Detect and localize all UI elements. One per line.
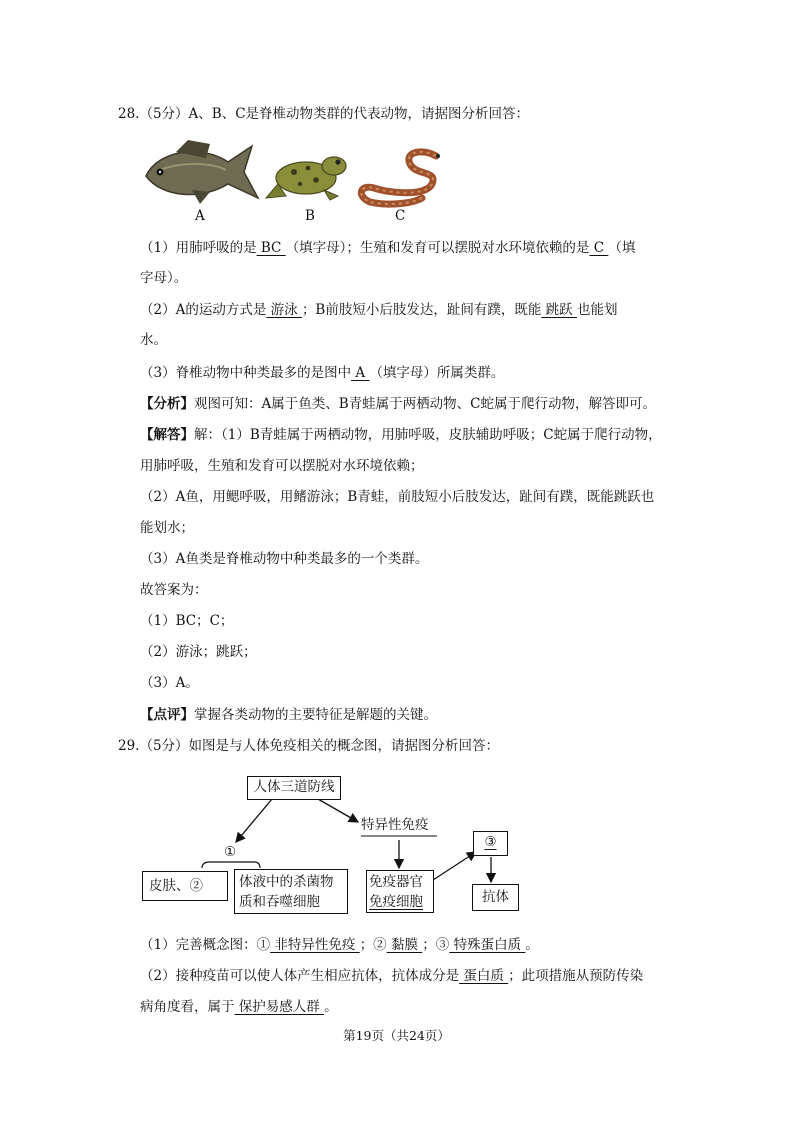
diagram-root-label: 人体三道防线 bbox=[253, 779, 335, 795]
analysis-tag: 【分析】 bbox=[140, 396, 194, 412]
comment-tag: 【点评】 bbox=[140, 707, 194, 723]
q29-q2-end: 。 bbox=[324, 999, 338, 1015]
q28-q3-answer: A bbox=[351, 365, 370, 381]
q28-q1-answer1: BC bbox=[256, 240, 286, 256]
diagram-circle3-box bbox=[473, 831, 508, 856]
q28-q1-answer2: C bbox=[589, 240, 609, 256]
q29-q1-text: （1）完善概念图：① bbox=[140, 937, 271, 953]
diagram-circle3-label: ③ bbox=[484, 834, 497, 850]
diagram-skin-label: 皮肤、② bbox=[149, 878, 203, 894]
q28-q2-post: 也能划 bbox=[576, 302, 618, 318]
diagram-specific-label: 特异性免疫 bbox=[361, 817, 429, 833]
q29-q1-answer1: 非特异性免疫 bbox=[270, 937, 360, 953]
q28-q2-answer2: 跳跃 bbox=[541, 302, 577, 318]
diagram-body-fluid-box bbox=[234, 869, 348, 914]
solution-text-1b: 用肺呼吸，生殖和发育可以摆脱对水环境依赖； bbox=[140, 458, 424, 474]
q28-q1-mid: （填字母）；生殖和发育可以摆脱对水环境依赖的是 bbox=[285, 240, 590, 256]
diagram-body-fluid-line2: 质和吞噬细胞 bbox=[239, 894, 320, 910]
answer-intro: 故答案为： bbox=[140, 582, 208, 598]
q28-q2-cont: 水。 bbox=[140, 332, 167, 348]
analysis-text: 观图可知：A属于鱼类、B青蛙属于两栖动物、C蛇属于爬行动物，解答即可。 bbox=[194, 396, 656, 412]
q29-q2-text: （2）接种疫苗可以使人体产生相应抗体，抗体成分是 bbox=[140, 968, 460, 984]
q29-subq2 bbox=[140, 966, 643, 986]
q29-q1-answer3: 特殊蛋白质 bbox=[449, 937, 526, 953]
q28-q2-answer1: 游泳 bbox=[266, 302, 302, 318]
solution-text-2: （2）A鱼，用鳃呼吸，用鳍游泳；B青蛙，前肢短小后肢发达，趾间有蹼，既能跳跃也 bbox=[140, 489, 655, 505]
answer-2: （2）游泳；跳跃； bbox=[140, 644, 257, 660]
diagram-organ-line2: 免疫细胞 bbox=[369, 894, 423, 910]
solution-tag: 【解答】 bbox=[140, 427, 194, 443]
diagram-body-fluid-line1: 体液中的杀菌物 bbox=[239, 874, 334, 890]
q29-q1-sep1: ；② bbox=[359, 937, 387, 953]
q28-q1-text: （1）用肺呼吸的是 bbox=[140, 240, 257, 256]
comment-text: 掌握各类动物的主要特征是解题的关键。 bbox=[194, 707, 437, 723]
label-a: A bbox=[195, 208, 205, 224]
q29-q2-cont-text: 病角度看，属于 bbox=[140, 999, 235, 1015]
q29-q2-answer2: 保护易感人群 bbox=[234, 999, 325, 1015]
q29-subq2-cont bbox=[140, 997, 338, 1017]
q29-q2-answer1: 蛋白质 bbox=[459, 968, 509, 984]
solution-text-3: （3）A鱼类是脊椎动物中种类最多的一个类群。 bbox=[140, 551, 429, 567]
diagram-skin-box bbox=[142, 871, 228, 901]
answer-3: （3）A。 bbox=[140, 675, 199, 691]
page-footer: 第19页（共24页） bbox=[343, 1028, 450, 1043]
answer-1: （1）BC；C； bbox=[140, 613, 234, 629]
q29-title: 29.（5分）如图是与人体免疫相关的概念图，请据图分析回答： bbox=[118, 738, 500, 754]
diagram-root-box bbox=[247, 776, 341, 800]
q28-q2-mid: ；B前肢短小后肢发达，趾间有蹼，既能 bbox=[301, 302, 542, 318]
q28-q2-text: （2）A的运动方式是 bbox=[140, 302, 267, 318]
diagram-antibody-label: 抗体 bbox=[482, 889, 509, 905]
solution-text-1: 解：（1）B青蛙属于两栖动物，用肺呼吸，皮肤辅助呼吸；C蛇属于爬行动物， bbox=[194, 427, 662, 443]
q29-q1-sep2: ；③ bbox=[422, 937, 450, 953]
q28-q1-cont: 字母）。 bbox=[140, 270, 188, 286]
q28-title: 28.（5分）A、B、C是脊椎动物类群的代表动物，请据图分析回答： bbox=[118, 106, 530, 122]
q28-q3-post: （填字母）所属类群。 bbox=[369, 365, 505, 381]
label-c: C bbox=[395, 208, 406, 224]
q29-q1-end: 。 bbox=[525, 937, 539, 953]
q28-q1-post: （填 bbox=[608, 240, 636, 256]
q29-q1-answer2: 黏膜 bbox=[386, 937, 423, 953]
q28-q3-text: （3）脊椎动物中种类最多的是图中 bbox=[140, 365, 352, 381]
q29-subq1 bbox=[140, 935, 539, 955]
diagram-organ-box bbox=[366, 870, 434, 913]
label-b: B bbox=[305, 208, 315, 224]
diagram-organ-line1: 免疫器官 bbox=[369, 874, 423, 890]
solution-text-2b: 能划水； bbox=[140, 520, 194, 536]
diagram-antibody-box bbox=[472, 884, 519, 911]
q29-q2-post: ；此项措施从预防传染 bbox=[508, 968, 644, 984]
diagram-circle1: ① bbox=[224, 844, 237, 860]
